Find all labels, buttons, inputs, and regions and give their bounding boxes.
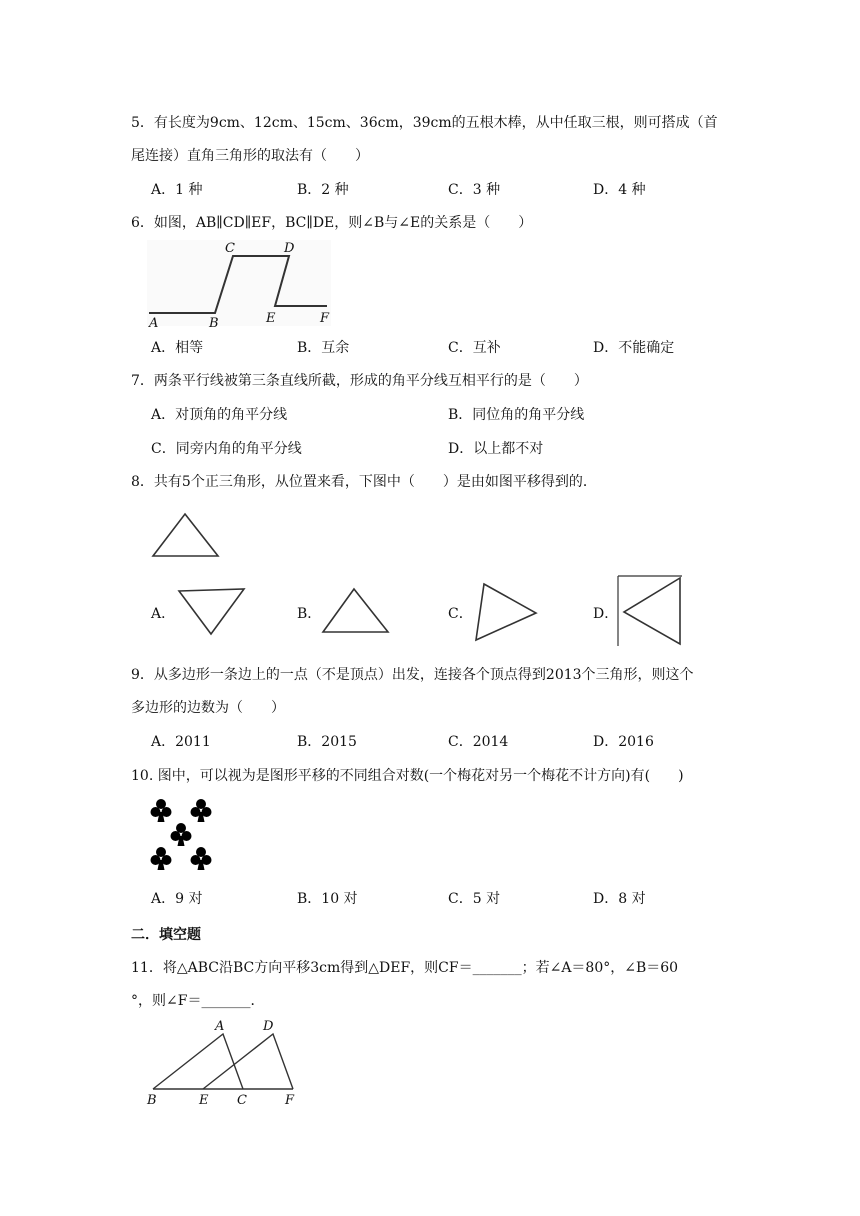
q6-option-d: D．不能确定: [593, 340, 675, 356]
q6-parallel-figure: [145, 238, 335, 330]
club-icon: [191, 799, 212, 822]
q6-label-d: D: [284, 241, 295, 256]
q5-stem-line2: 尾连接）直角三角形的取法有（ ）: [131, 148, 369, 164]
q10-option-c: C．5 对: [448, 891, 501, 907]
q11-translation-figure: [145, 1016, 305, 1106]
q10-option-d: D．8 对: [593, 891, 646, 907]
q11-label-c: C: [237, 1093, 247, 1108]
q11-label-d: D: [263, 1019, 274, 1034]
q9-option-d: D．2016: [593, 734, 654, 750]
club-icon: [151, 799, 172, 822]
q8-option-b-triangle: [320, 584, 392, 636]
q11-label-a: A: [215, 1019, 225, 1034]
q10-club-figure: [147, 792, 215, 882]
q10-stem: 10. 图中，可以视为是图形平移的不同组合对数(一个梅花对另一个梅花不计方向)有( ): [131, 768, 684, 784]
q8-option-a-triangle: [176, 586, 248, 638]
q8-option-c-label: C．: [448, 606, 473, 622]
q6-option-b: B．互余: [297, 340, 350, 356]
q8-option-d-label: D．: [593, 606, 619, 622]
q6-label-a: A: [149, 316, 159, 331]
q8-option-b-label: B．: [297, 606, 322, 622]
q9-option-b: B．2015: [297, 734, 357, 750]
q5-option-b: B．2 种: [297, 182, 349, 198]
q8-option-c-triangle: [472, 580, 542, 644]
club-icon: [191, 847, 212, 870]
q5-option-a: A．1 种: [151, 182, 203, 198]
q6-label-c: C: [225, 241, 235, 256]
q10-option-a: A．9 对: [151, 891, 203, 907]
q11-label-e: E: [199, 1093, 209, 1108]
q11-stem-line2: °，则∠F＝_______．: [131, 993, 265, 1009]
q11-stem-line1: 11．将△ABC沿BC方向平移3cm得到△DEF，则CF＝_______；若∠A＝80°，∠B＝60: [131, 960, 679, 976]
q8-stem: 8．共有5个正三角形，从位置来看，下图中（ ）是由如图平移得到的．: [131, 474, 597, 490]
club-icon: [151, 847, 172, 870]
q6-stem: 6．如图，AB∥CD∥EF，BC∥DE，则∠B与∠E的关系是（ ）: [131, 215, 533, 231]
q5-option-c: C．3 种: [448, 182, 501, 198]
q8-option-d-triangle: [616, 574, 686, 650]
q6-label-b: B: [209, 316, 219, 331]
q8-reference-triangle: [148, 508, 223, 560]
section-title-fill-in: 二．填空题: [131, 927, 201, 943]
q9-option-c: C．2014: [448, 734, 509, 750]
q6-label-f: F: [320, 311, 330, 326]
q6-option-c: C．互补: [448, 340, 501, 356]
club-icon: [171, 823, 192, 846]
q7-option-b: B．同位角的角平分线: [448, 407, 585, 423]
q5-stem-line1: 5．有长度为9cm、12cm、15cm、36cm，39cm的五根木棒，从中任取三根，则可搭成（首: [131, 115, 718, 131]
q7-option-c: C．同旁内角的角平分线: [151, 441, 302, 457]
q11-label-f: F: [285, 1093, 295, 1108]
q7-option-d: D．以上都不对: [448, 441, 544, 457]
q7-option-a: A．对顶角的角平分线: [151, 407, 288, 423]
q5-option-d: D．4 种: [593, 182, 646, 198]
q11-label-b: B: [147, 1093, 157, 1108]
q6-option-a: A．相等: [151, 340, 204, 356]
q8-option-a-label: A．: [151, 606, 176, 622]
q9-stem-line1: 9．从多边形一条边上的一点（不是顶点）出发，连接各个顶点得到2013个三角形，则这个: [131, 667, 694, 683]
q10-option-b: B．10 对: [297, 891, 358, 907]
q6-label-e: E: [266, 311, 276, 326]
q9-option-a: A．2011: [151, 734, 211, 750]
q7-stem: 7．两条平行线被第三条直线所截，形成的角平分线互相平行的是（ ）: [131, 373, 588, 389]
q9-stem-line2: 多边形的边数为（ ）: [131, 700, 285, 716]
